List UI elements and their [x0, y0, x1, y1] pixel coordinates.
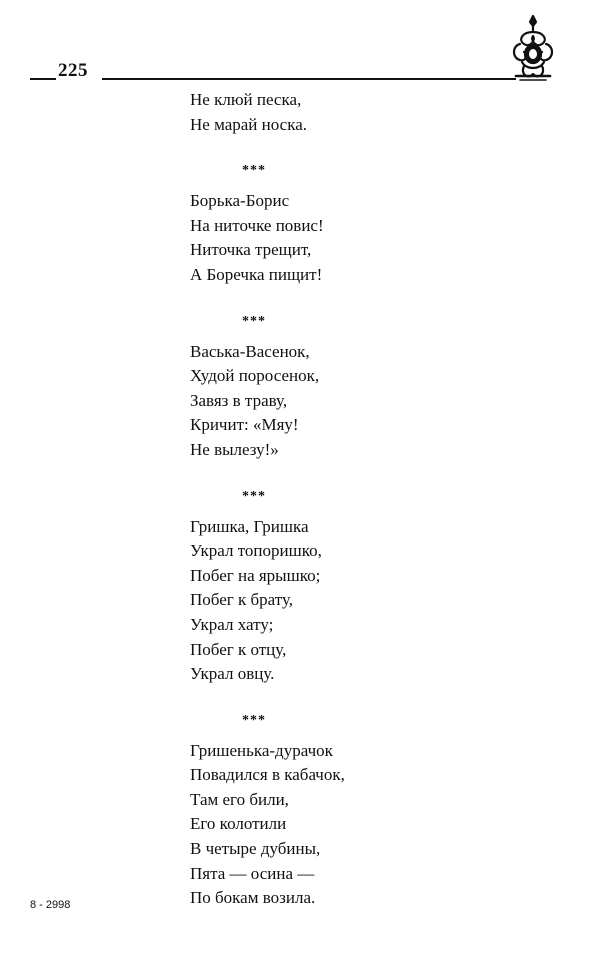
poem-line: В четыре дубины, — [190, 839, 321, 859]
poem-line: По бокам возила. — [190, 888, 316, 908]
poem-line: На ниточке повис! — [190, 215, 324, 235]
poem-line: Худой поросенок, — [190, 366, 320, 386]
poem-line: Украл овцу. — [190, 664, 275, 684]
page-number: 225 — [58, 60, 88, 81]
stanza — [190, 88, 490, 137]
poem-line: А Боречка пищит! — [190, 264, 323, 284]
page-header — [28, 58, 558, 88]
stanza-separator: *** — [242, 488, 266, 504]
poem-line: Кричит: «Мяу! — [190, 415, 299, 435]
stanza-separator: *** — [242, 313, 266, 329]
poem-line: Там его били, — [190, 789, 289, 809]
stanza — [190, 713, 490, 911]
header-rule-left — [30, 78, 56, 80]
celtic-knot-ornament-icon — [510, 14, 556, 84]
stanza-separator: *** — [242, 712, 266, 728]
poem-line: Васька-Васенок, — [190, 341, 310, 361]
poem-line: Не марай носка. — [190, 114, 308, 134]
poem-line: Украл хату; — [190, 614, 274, 634]
poem-line: Ниточка трещит, — [190, 240, 312, 260]
poem-line: Побег к брату, — [190, 590, 293, 610]
poem-line: Завяз в траву, — [190, 390, 288, 410]
poem-line: Украл топоришко, — [190, 541, 322, 561]
poem-line: Повадился в кабачок, — [190, 765, 345, 785]
poem-line: Гришка, Гришка — [190, 516, 309, 536]
stanza-separator: *** — [242, 163, 266, 179]
poem-line: Гришенька-дурачок — [190, 740, 333, 760]
poem-text — [190, 88, 490, 937]
poem-line: Борька-Борис — [190, 191, 290, 211]
header-rule-right — [102, 78, 516, 80]
poem-line: Его колотили — [190, 814, 287, 834]
stanza — [190, 489, 490, 687]
stanza — [190, 314, 490, 463]
poem-line: Побег к отцу, — [190, 639, 287, 659]
poem-line: Не вылезу!» — [190, 439, 279, 459]
printer-signature: 8 - 2998 — [30, 899, 71, 911]
poem-line: Не клюй песка, — [190, 90, 302, 109]
poem-line: Побег на ярышко; — [190, 565, 321, 585]
stanza — [190, 163, 490, 287]
poem-line: Пята — осина — — [190, 863, 315, 883]
